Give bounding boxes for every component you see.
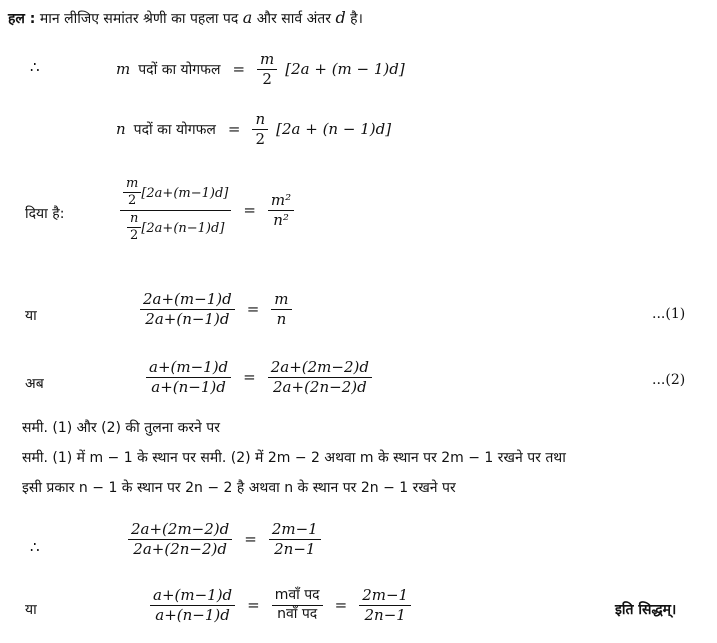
given-equation — [120, 176, 294, 244]
given-bot-half-num: n — [127, 211, 141, 228]
eq2-lhs-num: a+(m−1)d — [146, 358, 231, 378]
eq1-lhs-num: 2a+(m−1)d — [140, 290, 235, 310]
eq4-equals-2: = — [334, 596, 348, 615]
eq4-rhs-den: 2n−1 — [364, 605, 406, 624]
sum-m-half-num: m — [257, 50, 277, 70]
eq3-rhs-den: 2n−1 — [274, 539, 316, 558]
eq3-equation — [128, 520, 321, 559]
given-bot-half — [127, 211, 141, 245]
sum-m-equals: = — [232, 60, 246, 79]
eq3-label: ∴ — [30, 538, 40, 556]
given-bot-half-den: 2 — [130, 227, 139, 243]
eq4-rhs-num: 2m−1 — [359, 586, 411, 606]
sum-m-half — [257, 50, 277, 89]
eq1-ref: ...(1) — [652, 306, 686, 322]
given-equals: = — [243, 201, 256, 219]
eq4-mid-den: nवाँ पद — [277, 605, 318, 622]
eq4-lhs-den: a+(n−1)d — [155, 605, 230, 624]
eq2-ref: ...(2) — [652, 372, 686, 388]
sum-n-half-den: 2 — [255, 129, 266, 148]
solution-label: हल : — [8, 11, 36, 27]
eq3-lhs — [128, 520, 232, 559]
eq2-label: अब — [25, 376, 44, 392]
eq1-lhs — [140, 290, 235, 329]
eq1-equation — [140, 290, 292, 329]
eq1-rhs-num: m — [271, 290, 291, 310]
eq4-equals: = — [247, 596, 260, 615]
given-rhs — [268, 191, 294, 230]
sum-n-equals: = — [227, 120, 241, 139]
sum-m-bracket: [2a + (m − 1)d] — [285, 60, 405, 79]
eq2-rhs-den: 2a+(2n−2)d — [273, 377, 367, 396]
given-top-half — [123, 176, 141, 210]
compare-line-1: समी. (1) और (2) की तुलना करने पर — [22, 420, 220, 436]
sum-n-bracket: [2a + (n − 1)d] — [276, 120, 392, 139]
sum-m-var: m — [116, 60, 131, 79]
eq1-rhs — [271, 290, 291, 329]
given-big-den — [124, 211, 227, 245]
eq2-lhs-den: a+(n−1)d — [151, 377, 226, 396]
given-big-fraction — [120, 176, 231, 244]
sum-m-label: पदों का योगफल — [138, 61, 221, 78]
eq4-lhs — [150, 586, 235, 625]
eq3-equals: = — [244, 530, 257, 549]
sum-m-half-den: 2 — [262, 69, 272, 88]
sum-n-var: n — [116, 120, 126, 139]
sum-n-half-num: n — [252, 110, 268, 130]
eq4-label: या — [25, 602, 37, 618]
eq1-equals: = — [246, 300, 260, 319]
given-label: दिया है: — [25, 206, 65, 222]
compare-line-2: समी. (1) में m − 1 के स्थान पर समी. (2) में 2m − 2 अथवा m के स्थान पर 2m − 1 रखने पर तथा — [22, 450, 566, 466]
eq1-lhs-den: 2a+(n−1)d — [145, 309, 230, 328]
eq4-lhs-num: a+(m−1)d — [150, 586, 235, 606]
eq2-rhs-num: 2a+(2m−2)d — [268, 358, 372, 378]
given-top-half-den: 2 — [128, 193, 137, 209]
sum-n-label: पदों का योगफल — [133, 121, 216, 138]
intro-text-2: और सार्व अंतर — [256, 11, 331, 27]
eq2-lhs — [146, 358, 231, 397]
eq2-equals: = — [243, 368, 256, 387]
eq4-mid-num: mवाँ पद — [272, 587, 323, 606]
eq3-lhs-num: 2a+(2m−2)d — [128, 520, 232, 540]
given-bot-bracket: [2a+(n−1)d] — [141, 220, 225, 236]
given-top-half-num: m — [123, 176, 141, 193]
eq2-equation — [146, 358, 372, 397]
sum-n-half — [252, 110, 268, 149]
sum-n-equation — [116, 110, 391, 149]
therefore-symbol-1: ∴ — [30, 58, 40, 76]
var-a: a — [242, 8, 253, 27]
eq3-lhs-den: 2a+(2n−2)d — [133, 539, 227, 558]
given-rhs-den: n² — [273, 210, 289, 229]
eq3-rhs-num: 2m−1 — [269, 520, 321, 540]
intro-text-1: मान लीजिए समांतर श्रेणी का पहला पद — [39, 11, 239, 27]
intro-line — [8, 8, 363, 28]
given-rhs-num: m² — [268, 191, 294, 211]
eq1-rhs-den: n — [276, 309, 287, 328]
intro-text-3: है। — [350, 11, 363, 27]
eq2-rhs — [268, 358, 372, 397]
qed-text: इति सिद्धम्। — [615, 602, 677, 618]
given-top-bracket: [2a+(m−1)d] — [141, 185, 229, 201]
eq4-mid — [272, 587, 323, 623]
eq1-label: या — [25, 308, 37, 324]
sum-m-equation — [116, 50, 405, 89]
given-big-num — [120, 176, 231, 211]
eq4-equation — [150, 586, 411, 625]
eq3-rhs — [269, 520, 321, 559]
var-d: d — [335, 8, 346, 27]
eq4-rhs — [359, 586, 411, 625]
compare-line-3: इसी प्रकार n − 1 के स्थान पर 2n − 2 है अथवा n के स्थान पर 2n − 1 रखने पर — [22, 480, 456, 496]
